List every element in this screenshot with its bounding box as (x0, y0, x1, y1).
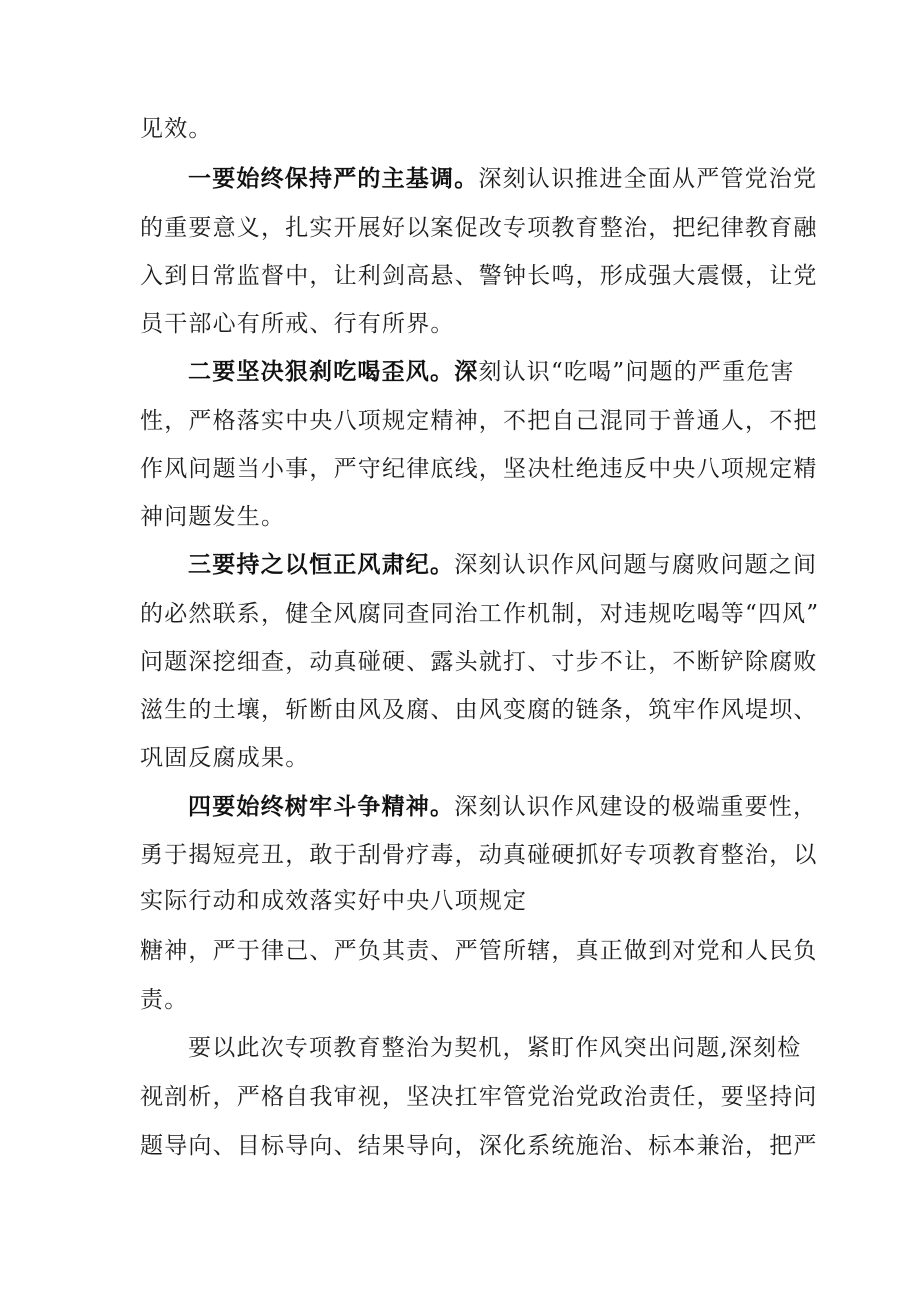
paragraph-3-first-line (188, 550, 817, 580)
text-line: 神问题发生。 (140, 504, 286, 530)
paragraph-text: 刻认识“吃喝”问题的严重危害 (478, 359, 795, 385)
text-line: 员干部心有所戒、行有所界。 (140, 311, 455, 337)
text-line: 性，严格落实中央八项规定精神，不把自己混同于普通人，不把 (140, 408, 818, 434)
paragraph-2-first-line (188, 357, 795, 387)
text-line: 巩固反腐成果。 (140, 745, 310, 771)
text-line: 问题深挖细查，动真碰硬、露头就打、寸步不让，不断铲除腐败 (140, 649, 818, 675)
paragraph-text: 深刻认识作风问题与腐败问题之间 (454, 552, 818, 578)
paragraph-4-first-line (188, 792, 817, 822)
paragraph-lead: 二要坚决狠刹吃喝歪风。深 (188, 359, 479, 385)
paragraph-lead: 一要始终保持严的主基调。 (188, 166, 479, 192)
paragraph-1-first-line (188, 164, 817, 194)
text-line: 糖神，严于律己、严负其责、严管所辖，真正做到对党和人民负 (140, 938, 818, 964)
text-line: 入到日常监督中，让利剑高悬、警钟长鸣，形成强大震慑，让党 (140, 263, 818, 289)
paragraph-lead: 四要始终树牢斗争精神。 (188, 794, 455, 820)
text-line: 题导向、目标导向、结果导向，深化系统施治、标本兼治，把严 (140, 1133, 818, 1159)
paragraph-5-first-line: 要以此次专项教育整治为契机，紧盯作风突出问题,深刻检 (188, 1035, 802, 1061)
text-line: 视剖析，严格自我审视，坚决扛牢管党治党政治责任，要坚持问 (140, 1084, 818, 1110)
text-line: 见效。 (140, 116, 213, 142)
text-line: 实际行动和成效落实好中央八项规定 (140, 888, 528, 914)
text-line: 责。 (140, 987, 189, 1013)
paragraph-lead: 三要持之以恒正风肃纪。 (188, 552, 455, 578)
paragraph-text: 深刻认识推进全面从严管党治党 (478, 166, 818, 192)
text-line: 作风问题当小事，严守纪律底线，坚决杜绝违反中央八项规定精 (140, 456, 818, 482)
paragraph-text: 深刻认识作风建设的极端重要性， (454, 794, 818, 820)
text-line: 的重要意义，扎实开展好以案促改专项教育整治，把纪律教育融 (140, 215, 818, 241)
text-line: 勇于揭短亮丑，敢于刮骨疗毒，动真碰硬抓好专项教育整治，以 (140, 842, 818, 868)
text-line: 的必然联系，健全风腐同查同治工作机制，对违规吃喝等“四风” (140, 601, 820, 627)
text-line: 滋生的土壤，斩断由风及腐、由风变腐的链条，筑牢作风堤坝、 (140, 697, 818, 723)
